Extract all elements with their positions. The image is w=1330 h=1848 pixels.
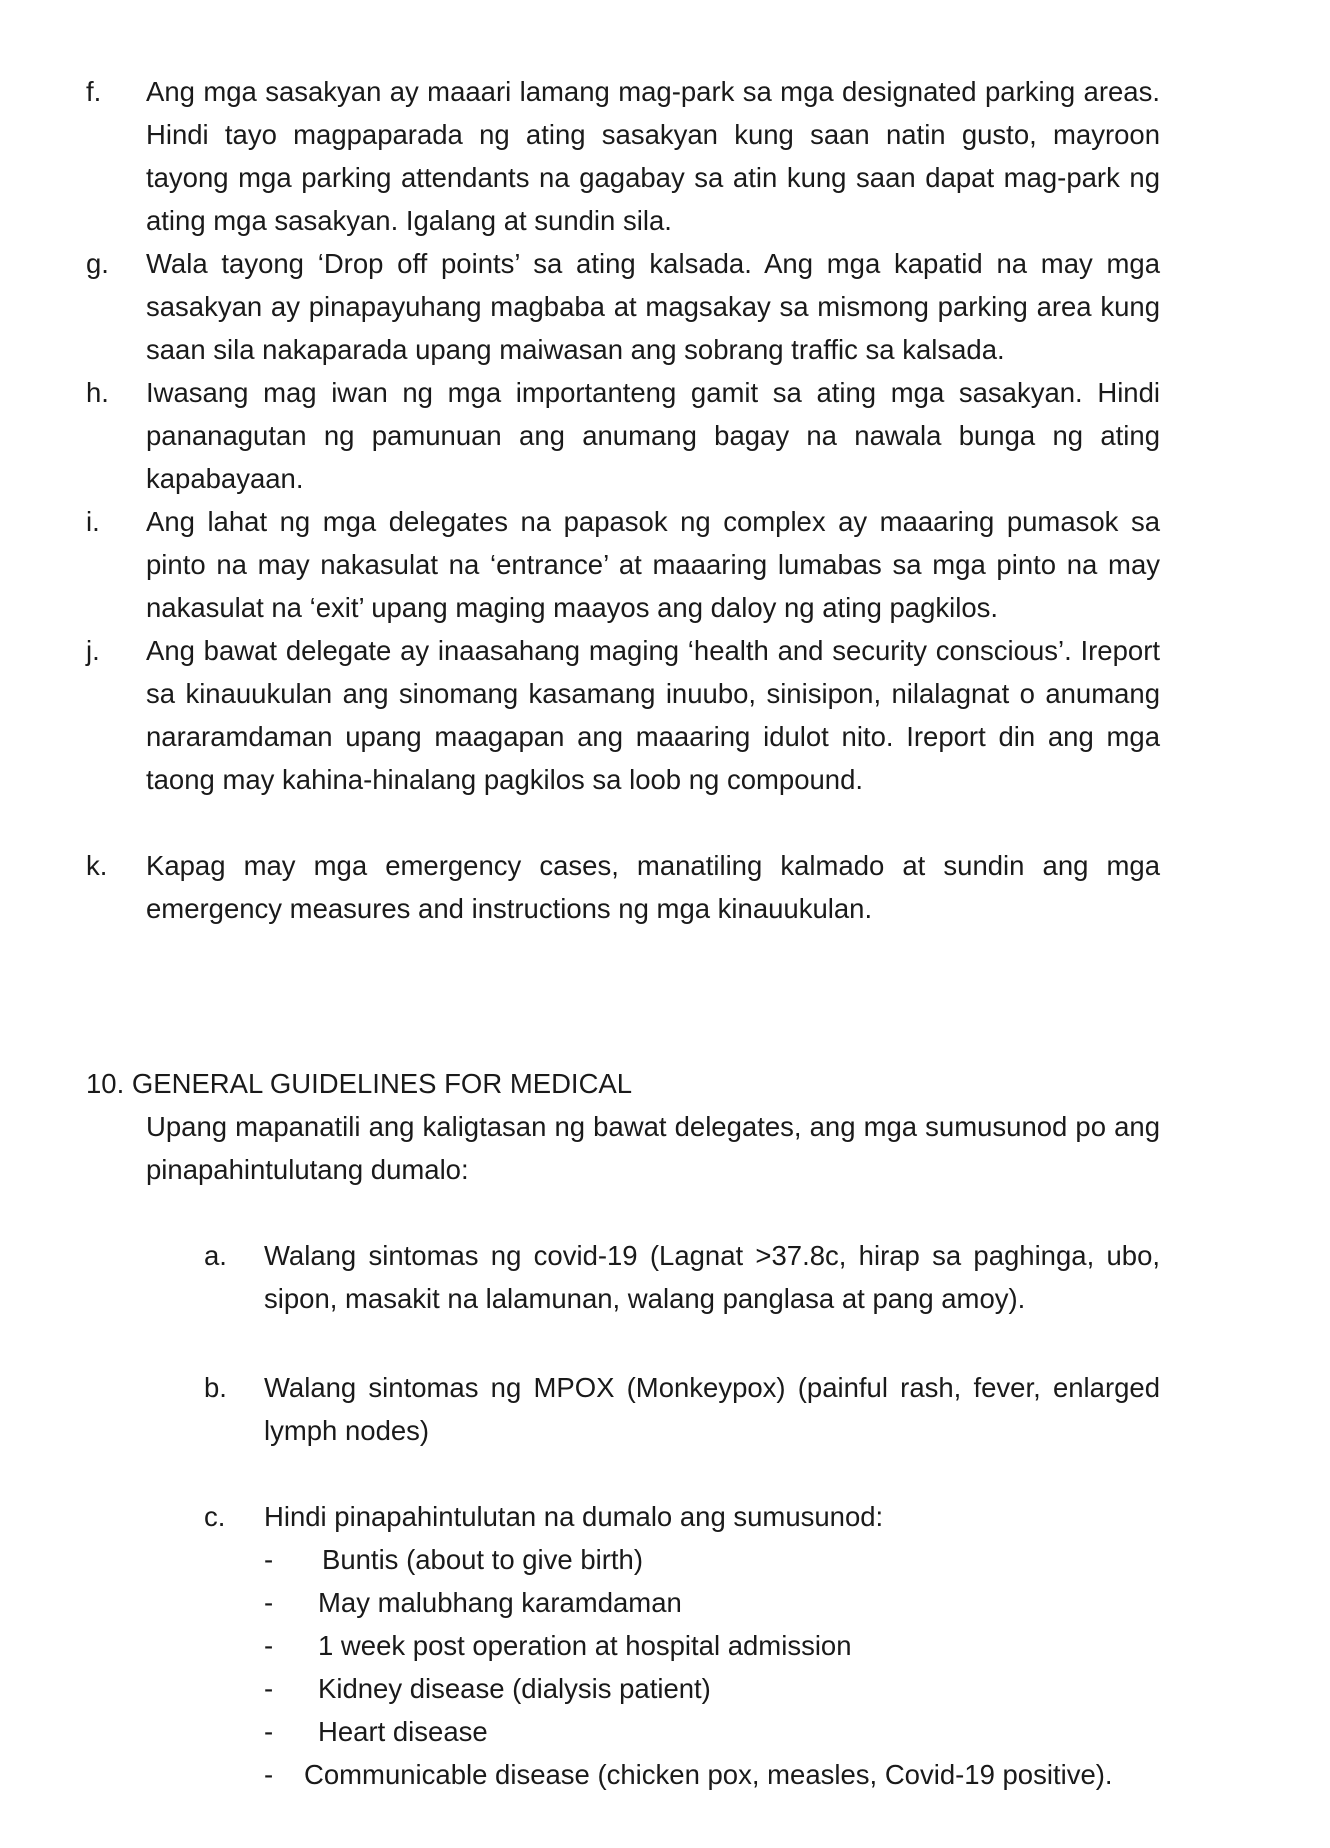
list-marker: i. <box>86 506 100 537</box>
dash-item-text: Communicable disease (chicken pox, measles, Covid-19 positive). <box>304 1759 1113 1790</box>
dash-bullet: - <box>264 1630 274 1661</box>
dash-bullet: - <box>264 1759 274 1790</box>
list-item-text: Iwasang mag iwan ng mga importanteng gamit sa ating mga sasakyan. Hindi pananagutan ng pamunuan ang anumang bagay na nawala bunga ng ating kapabayaan. <box>146 377 1160 494</box>
dash-item-text: Kidney disease (dialysis patient) <box>318 1673 711 1704</box>
dash-list <box>264 1538 1164 1796</box>
list-item-text: Ang lahat ng mga delegates na papasok ng complex ay maaaring pumasok sa pinto na may nakasulat na ‘entrance’ at maaaring lumabas sa mga pinto na may nakasulat na ‘exit’ upang maging maayos ang daloy ng ating pagkilos. <box>146 506 1160 623</box>
dash-bullet: - <box>264 1716 274 1747</box>
sub-item-c <box>204 1495 1160 1538</box>
list-item-g <box>86 242 1160 371</box>
list-item-text: Ang mga sasakyan ay maaari lamang mag-park sa mga designated parking areas. Hindi tayo magpaparada ng ating sasakyan kung saan natin gusto, mayroon tayong mga parking attendants na gagabay sa atin kung saan dapat mag-park ng ating mga sasakyan. Igalang at sundin sila. <box>146 76 1160 236</box>
list-item-f <box>86 70 1160 242</box>
sub-marker: b. <box>204 1372 227 1403</box>
dash-list-item <box>264 1753 1164 1796</box>
list-marker: j. <box>86 635 100 666</box>
dash-item-text: May malubhang karamdaman <box>318 1587 682 1618</box>
dash-bullet: - <box>264 1587 274 1618</box>
sub-item-a <box>204 1234 1160 1320</box>
dash-bullet: - <box>264 1673 274 1704</box>
list-item-j <box>86 629 1160 801</box>
sub-marker: a. <box>204 1240 227 1271</box>
list-item-text: Wala tayong ‘Drop off points’ sa ating kalsada. Ang mga kapatid na may mga sasakyan ay pinapayuhang magbaba at magsakay sa mismong parking area kung saan sila nakaparada upang maiwasan ang sobrang traffic sa kalsada. <box>146 248 1160 365</box>
sub-item-text: Walang sintomas ng MPOX (Monkeypox) (painful rash, fever, enlarged lymph nodes) <box>264 1372 1160 1446</box>
dash-list-item <box>264 1710 1164 1753</box>
list-item-h <box>86 371 1160 500</box>
dash-list-item <box>264 1667 1164 1710</box>
dash-bullet: - <box>264 1544 274 1575</box>
dash-list-item <box>264 1581 1164 1624</box>
dash-list-item <box>264 1624 1164 1667</box>
section-heading: 10. GENERAL GUIDELINES FOR MEDICAL <box>86 1068 633 1099</box>
dash-list-item <box>264 1538 1164 1581</box>
list-marker: f. <box>86 76 102 107</box>
dash-item-text: Buntis (about to give birth) <box>322 1544 644 1575</box>
sub-item-b <box>204 1366 1160 1452</box>
sub-item-text: Hindi pinapahintulutan na dumalo ang sumusunod: <box>264 1501 884 1532</box>
list-item-i <box>86 500 1160 629</box>
dash-item-text: Heart disease <box>318 1716 488 1747</box>
list-marker: h. <box>86 377 109 408</box>
list-marker: k. <box>86 850 108 881</box>
sub-marker: c. <box>204 1501 226 1532</box>
sub-item-text: Walang sintomas ng covid-19 (Lagnat >37.8c, hirap sa paghinga, ubo, sipon, masakit na lalamunan, walang panglasa at pang amoy). <box>264 1240 1160 1314</box>
list-item-text: Ang bawat delegate ay inaasahang maging ‘health and security conscious’. Ireport sa kinauukulan ang sinomang kasamang inuubo, sinisipon, nilalagnat o anumang nararamdaman upang maagapan ang maaaring idulot nito. Ireport din ang mga taong may kahina-hinalang pagkilos sa loob ng compound. <box>146 635 1160 795</box>
dash-item-text: 1 week post operation at hospital admission <box>318 1630 852 1661</box>
section-intro: Upang mapanatili ang kaligtasan ng bawat delegates, ang mga sumusunod po ang pinapahintulutang dumalo: <box>146 1111 1160 1185</box>
list-marker: g. <box>86 248 109 279</box>
list-item-k <box>86 844 1160 930</box>
list-item-text: Kapag may mga emergency cases, manatiling kalmado at sundin ang mga emergency measures and instructions ng mga kinauukulan. <box>146 850 1160 924</box>
